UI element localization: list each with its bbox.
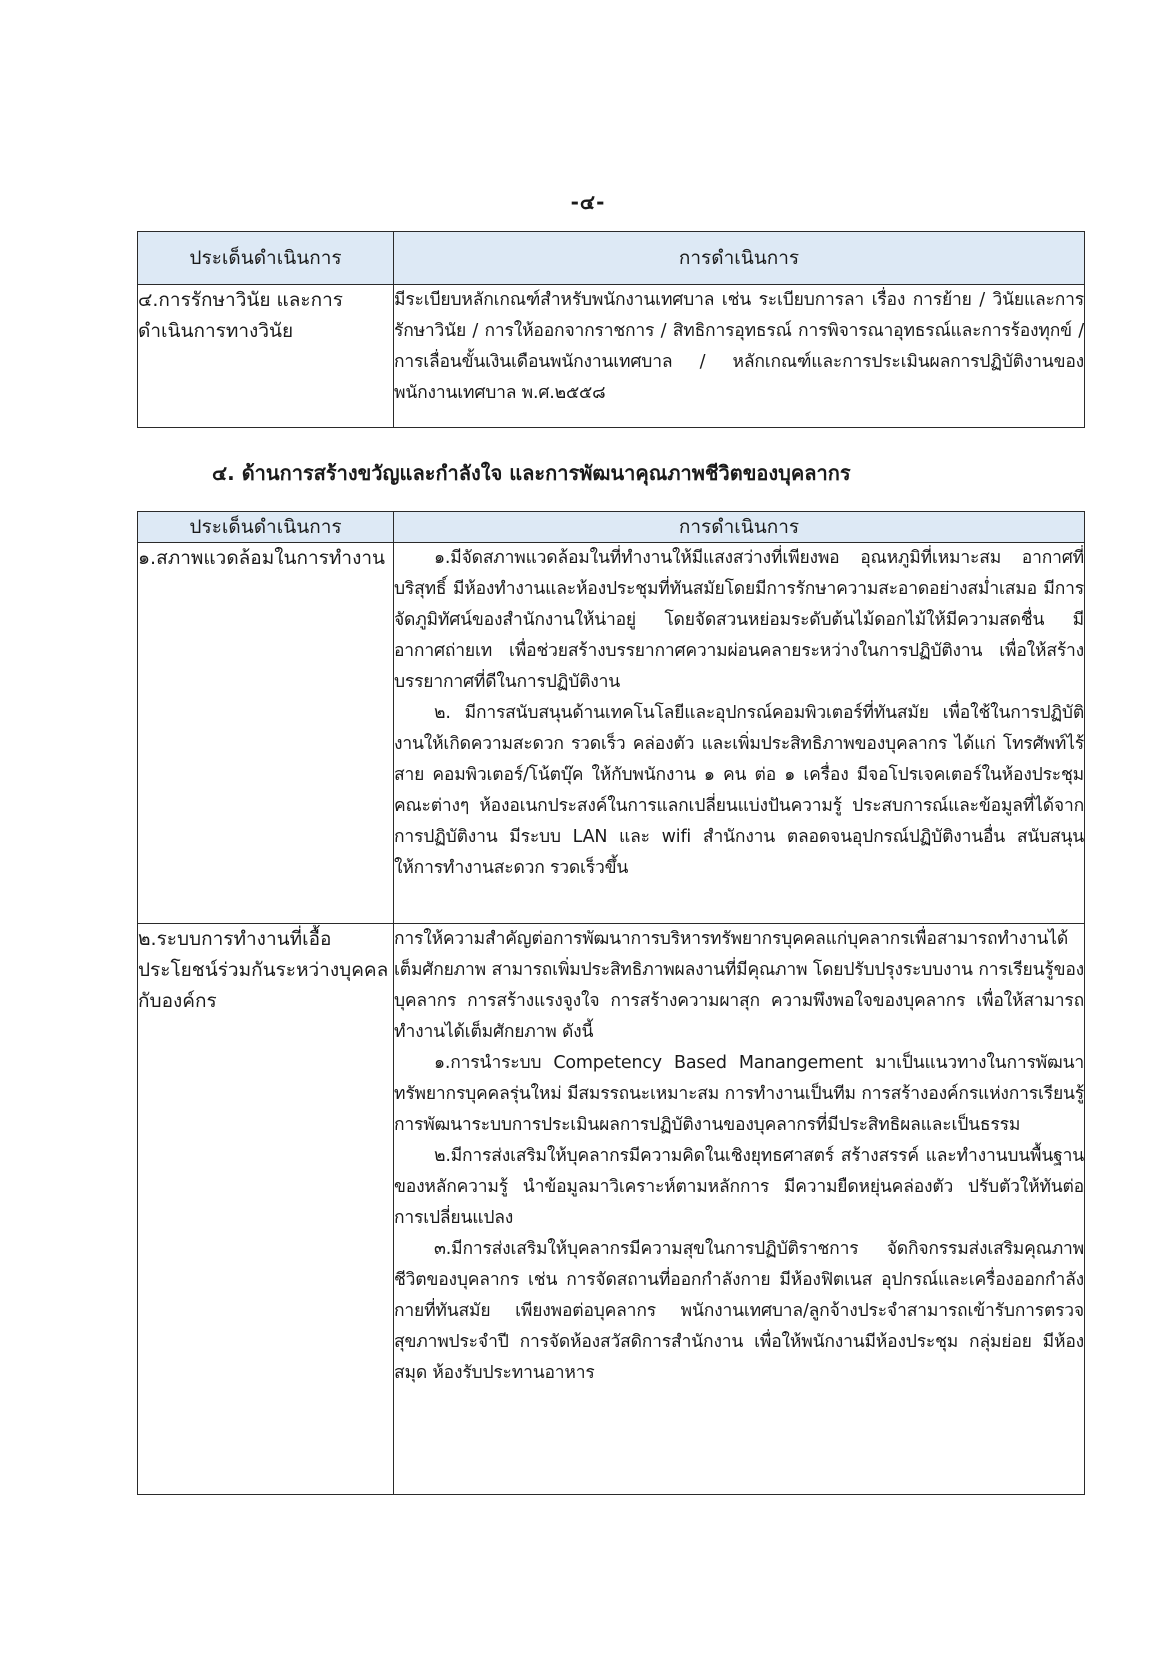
table-header-row <box>138 232 1085 285</box>
detail-paragraph: ๒.มีการส่งเสริมให้บุคลากรมีความคิดในเชิงยุทธศาสตร์ สร้างสรรค์ และทำงานบนพื้นฐานของหลักความรู้ นำข้อมูลมาวิเคราะห์ตามหลักการ มีความยืดหยุ่นคล่องตัว ปรับตัวให้ทันต่อการเปลี่ยนแปลง <box>394 1146 1084 1228</box>
detail-cell <box>394 924 1085 1495</box>
issue-cell: ๔.การรักษาวินัย และการดำเนินการทางวินัย <box>138 285 394 428</box>
table-header-row <box>138 512 1085 543</box>
discipline-table <box>137 231 1085 428</box>
detail-paragraph: ๑.การนำระบบ Competency Based Manangement มาเป็นแนวทางในการพัฒนาทรัพยากรบุคคลรุ่นใหม่ มีสมรรถนะเหมาะสม การทำงานเป็นทีม การสร้างองค์กรแห่งการเรียนรู้ การพัฒนาระบบการประเมินผลการปฏิบัติงานของบุคลากรที่มีประสิทธิผลและเป็นธรรม <box>394 1053 1084 1135</box>
detail-paragraph: ๑.มีจัดสภาพแวดล้อมในที่ทำงานให้มีแสงสว่างที่เพียงพอ อุณหภูมิที่เหมาะสม อากาศที่บริสุทธิ์ มีห้องทำงานและห้องประชุมที่ทันสมัยโดยมีการรักษาความสะอาดอย่างสม่ำเสมอ มีการจัดภูมิทัศน์ของสำนักงานให้น่าอยู่ โดยจัดสวนหย่อมระดับต้นไม้ดอกไม้ให้มีความสดชื่น มีอากาศถ่ายเท เพื่อช่วยสร้างบรรยากาศความผ่อนคลายระหว่างในการปฏิบัติงาน เพื่อให้สร้างบรรยากาศที่ดีในการปฏิบัติงาน <box>394 548 1084 692</box>
issue-cell: ๑.สภาพแวดล้อมในการทำงาน <box>138 543 394 924</box>
issue-column-header: ประเด็นดำเนินการ <box>138 512 394 543</box>
table-row <box>138 285 1085 428</box>
detail-cell <box>394 543 1085 924</box>
detail-paragraph: ๒. มีการสนับสนุนด้านเทคโนโลยีและอุปกรณ์คอมพิวเตอร์ที่ทันสมัย เพื่อใช้ในการปฏิบัติงานให้เกิดความสะดวก รวดเร็ว คล่องตัว และเพิ่มประสิทธิภาพของบุคลากร ได้แก่ โทรศัพท์ไร้สาย คอมพิวเตอร์/โน้ตบุ๊ค ให้กับพนักงาน ๑ คน ต่อ ๑ เครื่อง มีจอโปรเจคเตอร์ในห้องประชุมคณะต่างๆ ห้องอเนกประสงค์ในการแลกเปลี่ยนแบ่งปันความรู้ ประสบการณ์และข้อมูลที่ได้จากการปฏิบัติงาน มีระบบ LAN และ wifi สำนักงาน ตลอดจนอุปกรณ์ปฏิบัติงานอื่น สนับสนุนให้การทำงานสะดวก รวดเร็วขึ้น <box>394 703 1084 878</box>
detail-paragraph: การให้ความสำคัญต่อการพัฒนาการบริหารทรัพยากรบุคคลแก่บุคลากรเพื่อสามารถทำงานได้เต็มศักยภาพ สามารถเพิ่มประสิทธิภาพผลงานที่มีคุณภาพ โดยปรับปรุงระบบงาน การเรียนรู้ของบุคลากร การสร้างแรงจูงใจ การสร้างความผาสุก ความพึงพอใจของบุคลากร เพื่อให้สามารถทำงานได้เต็มศักยภาพ ดังนี้ <box>394 929 1084 1042</box>
page-number: -๔- <box>570 190 606 214</box>
action-column-header: การดำเนินการ <box>394 232 1085 285</box>
issue-cell: ๒.ระบบการทำงานที่เอื้อประโยชน์ร่วมกันระหว่างบุคคลกับองค์กร <box>138 924 394 1495</box>
detail-cell: มีระเบียบหลักเกณฑ์สำหรับพนักงานเทศบาล เช่น ระเบียบการลา เรื่อง การย้าย / วินัยและการรักษาวินัย / การให้ออกจากราชการ / สิทธิการอุทธรณ์ การพิจารณาอุทธรณ์และการร้องทุกข์ / การเลื่อนขั้นเงินเดือนพนักงานเทศบาล / หลักเกณฑ์และการประเมินผลการปฏิบัติงานของพนักงานเทศบาล พ.ศ.๒๕๕๘ <box>394 285 1085 428</box>
table-row <box>138 543 1085 924</box>
section-heading: ๔. ด้านการสร้างขวัญและกำลังใจ และการพัฒนาคุณภาพชีวิตของบุคลากร <box>212 461 851 485</box>
issue-column-header: ประเด็นดำเนินการ <box>138 232 394 285</box>
table-row <box>138 924 1085 1495</box>
morale-table <box>137 511 1085 1495</box>
detail-paragraph: ๓.มีการส่งเสริมให้บุคลากรมีความสุขในการปฏิบัติราชการ จัดกิจกรรมส่งเสริมคุณภาพชีวิตของบุคลากร เช่น การจัดสถานที่ออกกำลังกาย มีห้องฟิตเนส อุปกรณ์และเครื่องออกกำลังกายที่ทันสมัย เพียงพอต่อบุคลากร พนักงานเทศบาล/ลูกจ้างประจำสามารถเข้ารับการตรวจสุขภาพประจำปี การจัดห้องสวัสดิการสำนักงาน เพื่อให้พนักงานมีห้องประชุม กลุ่มย่อย มีห้องสมุด ห้องรับประทานอาหาร <box>394 1239 1084 1383</box>
action-column-header: การดำเนินการ <box>394 512 1085 543</box>
